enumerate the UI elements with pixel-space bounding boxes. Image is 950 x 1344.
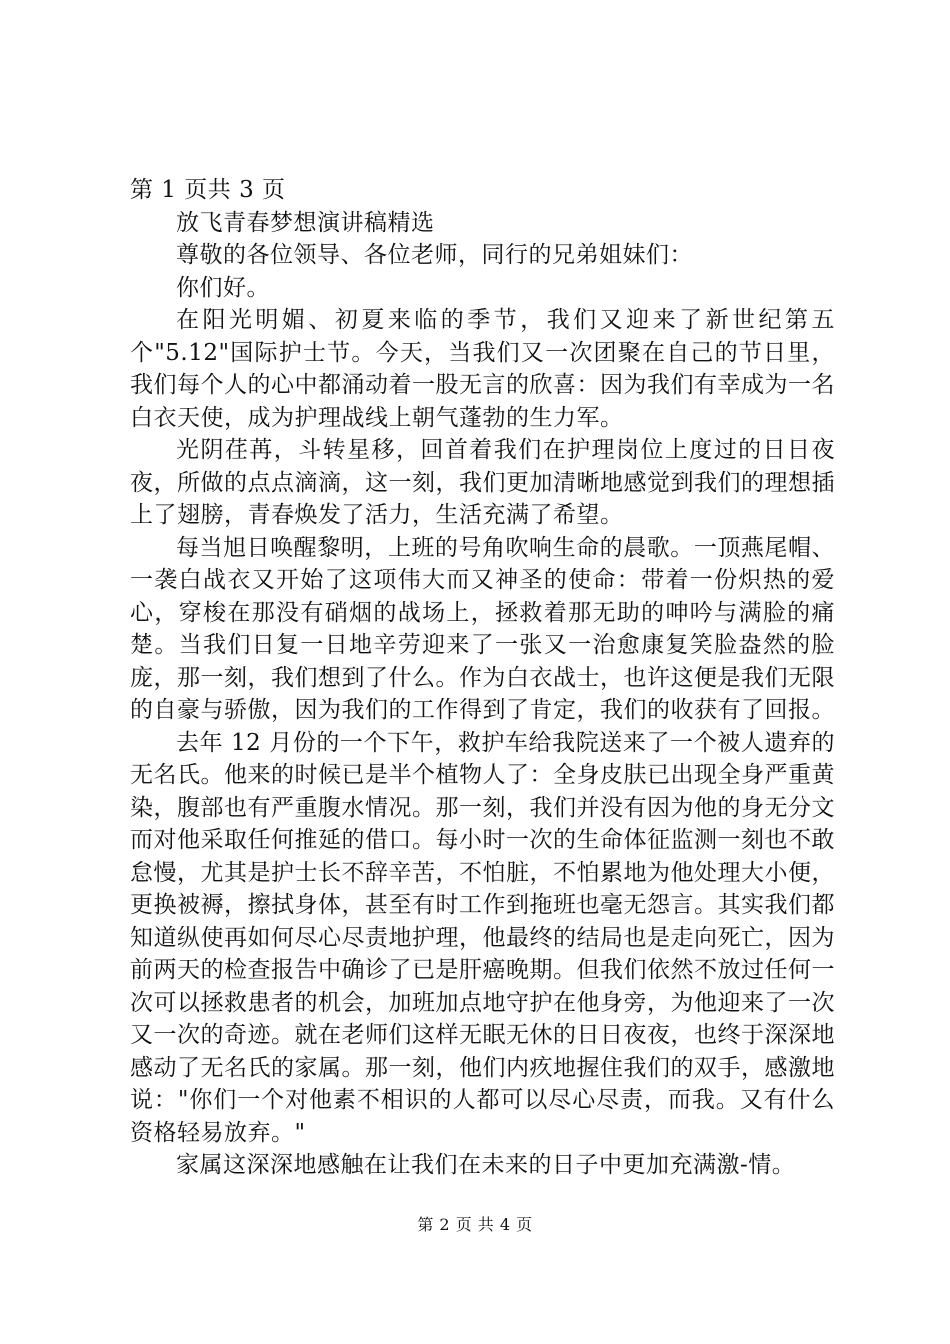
paragraph: 每当旭日唤醒黎明，上班的号角吹响生命的晨歌。一顶燕尾帽、一袭白战衣又开始了这项伟大而又神圣的使命：带着一份炽热的爱心，穿梭在那没有硝烟的战场上，拯救着那无助的呻吟与满脸的痛楚。当我们日复一日地辛劳迎来了一张又一治愈康复笑脸盎然的脸庞，那一刻，我们想到了什么。作为白衣战士，也许这便是我们无限的自豪与骄傲，因为我们的工作得到了肯定，我们的收获有了回报。 — [130, 534, 835, 723]
paragraph: 光阴荏苒，斗转星移，回首着我们在护理岗位上度过的日日夜夜，所做的点点滴滴，这一刻，我们更加清晰地感觉到我们的理想插上了翅膀，青春焕发了活力，生活充满了希望。 — [130, 437, 835, 528]
document-title: 放飞青春梦想演讲稿精选 — [176, 209, 435, 236]
greeting: 你们好。 — [176, 274, 270, 301]
paragraph: 去年 12 月份的一个下午，救护车给我院送来了一个被人遗弃的无名氏。他来的时候已是半个植物人了：全身皮肤已出现全身严重黄染，腹部也有严重腹水情况。那一刻，我们并没有因为他的身无分文而对他采取任何推延的借口。每小时一次的生命体征监测一刻也不敢怠慢，尤其是护士长不辞辛苦，不怕脏，不怕累地为他处理大小便，更换被褥，擦拭身体，甚至有时工作到拖班也毫无怨言。其实我们都知道纵使再如何尽心尽责地护理，他最终的结局也是走向死亡，因为前两天的检查报告中确诊了已是肝癌晚期。但我们依然不放过任何一次可以拯救患者的机会，加班加点地守护在他身旁，为他迎来了一次又一次的奇迹。就在老师们这样无眠无休的日日夜夜，也终于深深地感动了无名氏的家属。那一刻，他们内疚地握住我们的双手，感激地说："你们一个对他素不相识的人都可以尽心尽责，而我。又有什么资格轻易放弃。" — [130, 729, 835, 1146]
document-body — [130, 174, 835, 1182]
paragraph: 家属这深深地感触在让我们在未来的日子中更加充满激-情。 — [176, 1152, 796, 1178]
salutation: 尊敬的各位领导、各位老师，同行的兄弟姐妹们： — [176, 242, 693, 268]
page-footer: 第 2 页 共 4 页 — [417, 1215, 533, 1234]
page-marker: 第 1 页共 3 页 — [130, 177, 286, 203]
paragraph: 在阳光明媚、初夏来临的季节，我们又迎来了新世纪第五个"5.12"国际护士节。今天，当我们又一次团聚在自己的节日里，我们每个人的心中都涌动着一股无言的欣喜：因为我们有幸成为一名白衣天使，成为护理战线上朝气蓬勃的生力军。 — [130, 307, 835, 431]
